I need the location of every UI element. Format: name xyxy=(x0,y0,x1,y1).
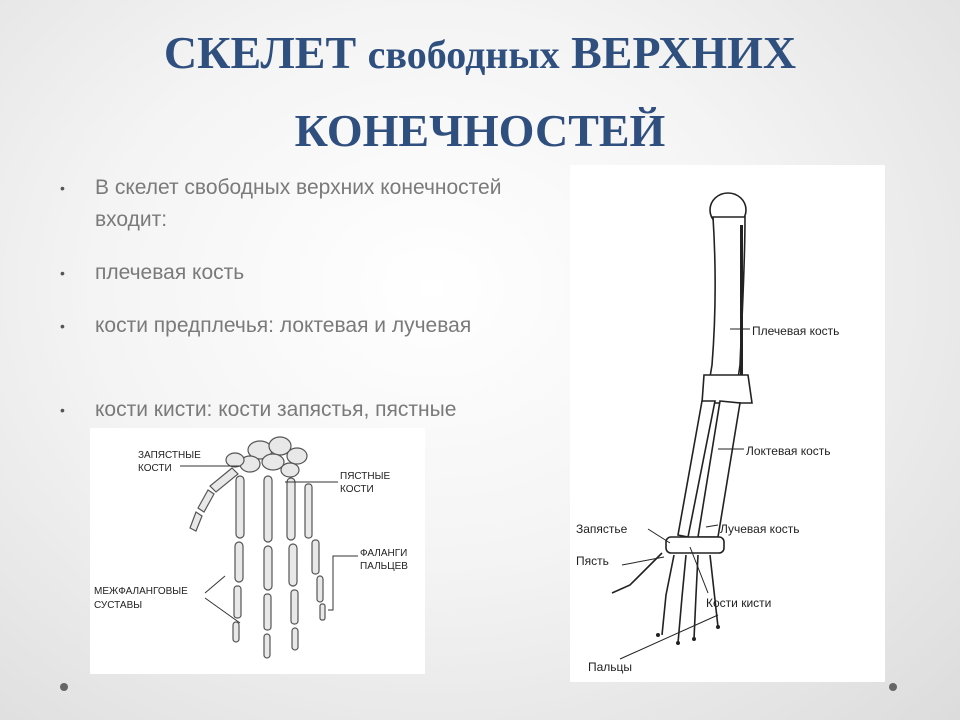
bullet-text: кости предплечья: локтевая и лучевая xyxy=(95,314,472,337)
label-ulna: Локтевая кость xyxy=(746,444,831,458)
corner-dot-left xyxy=(60,683,68,691)
label-humerus: Плечевая кость xyxy=(752,324,840,338)
slide-title-line-2: КОНЕЧНОСТЕЙ xyxy=(294,105,666,156)
label-carpal-bones-2: КОСТИ xyxy=(138,463,172,474)
label-hand-bones: Кости кисти xyxy=(706,596,772,610)
label-phalanges-2: ПАЛЬЦЕВ xyxy=(360,561,408,572)
bullet-marker: • xyxy=(60,318,65,334)
title-word-svobodnyh: свободных xyxy=(367,32,560,77)
label-fingers: Пальцы xyxy=(588,660,633,674)
bullet-marker: • xyxy=(60,402,65,418)
bullet-text: В скелет свободных верхних конечностей входит: xyxy=(95,176,502,231)
hand-skeleton-figure xyxy=(90,428,425,674)
hand-skeleton-illustration xyxy=(90,428,425,674)
title-word-verhnih: ВЕРХНИХ xyxy=(571,27,797,78)
label-interphalangeal-joints-1: МЕЖФАЛАНГОВЫЕ xyxy=(94,586,188,597)
bullet-text: плечевая кость xyxy=(95,261,245,284)
label-radius: Лучевая кость xyxy=(720,522,800,536)
corner-dot-right xyxy=(889,683,897,691)
slide-title-line-1 xyxy=(0,27,960,78)
label-metacarpal-bones-2: КОСТИ xyxy=(340,484,374,495)
label-metacarpal-bones-1: ПЯСТНЫЕ xyxy=(340,471,391,482)
label-wrist: Запястье xyxy=(576,522,628,536)
label-carpal-bones-1: ЗАПЯСТНЫЕ xyxy=(138,450,201,461)
label-interphalangeal-joints-2: СУСТАВЫ xyxy=(94,600,143,611)
arm-skeleton-figure xyxy=(570,165,885,682)
title-word-skelet: СКЕЛЕТ xyxy=(163,27,357,78)
bullet-text: кости кисти: кости запястья, пястные xyxy=(95,398,457,421)
label-metacarpus: Пясть xyxy=(576,554,609,568)
bullet-marker: • xyxy=(60,265,65,281)
bullet-marker: • xyxy=(60,180,65,196)
label-phalanges-1: ФАЛАНГИ xyxy=(360,548,408,559)
arm-skeleton-illustration xyxy=(570,165,885,682)
